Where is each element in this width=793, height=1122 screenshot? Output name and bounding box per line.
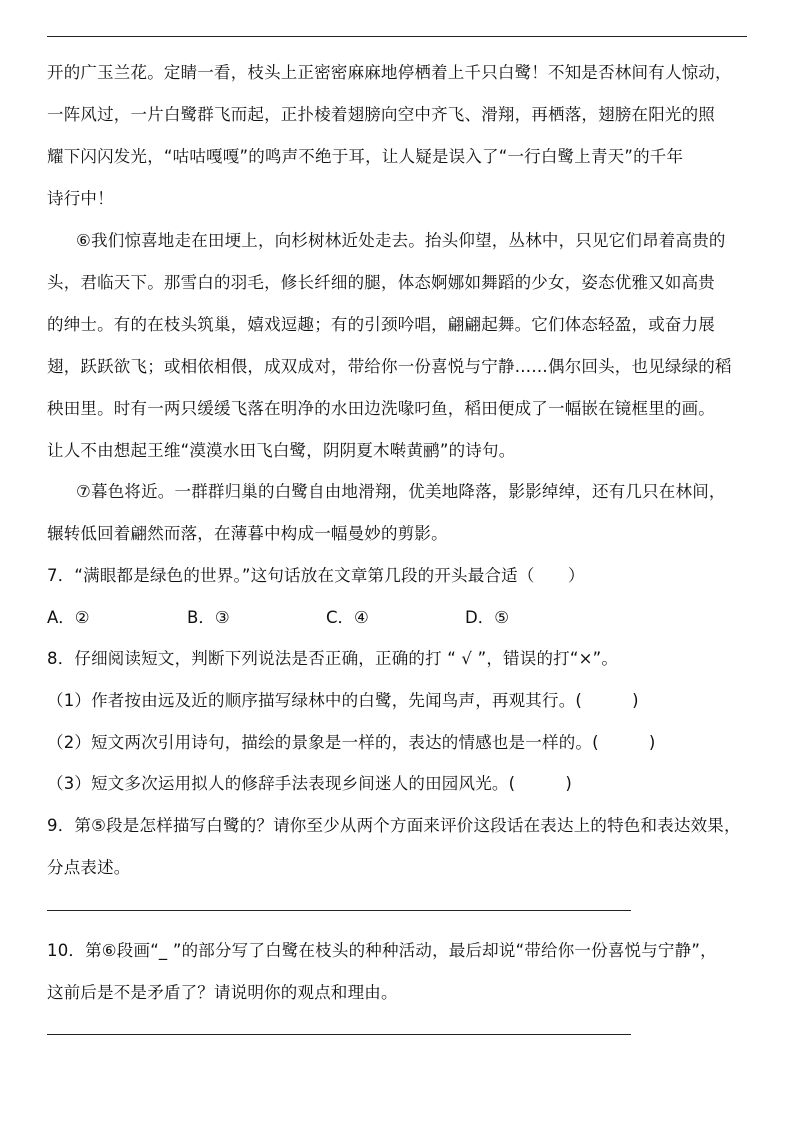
para6-line: 让人不由想起王维“漠漠水田飞白鹭，阴阴夏木啭黄鹂”的诗句。 (47, 441, 516, 460)
para5-line: 一阵风过，一片白鹭群飞而起，正扑棱着翅膀向空中齐飞、滑翔，再栖落，翅膀在阳光的照 (47, 105, 715, 124)
q7-option-d: D．⑤ (465, 608, 509, 627)
q8-item-2: （2）短文两次引用诗句，描绘的景象是一样的，表达的情感也是一样的。( ) (47, 733, 656, 752)
question-7-text: 7．“满眼都是绿色的世界。”这句话放在文章第几段的开头最合适（ ） (47, 566, 585, 585)
para5-line: 诗行中！ (47, 189, 114, 208)
header-rule (47, 36, 747, 37)
para5-line: 耀下闪闪发光，“咕咕嘎嘎”的鸣声不绝于耳，让人疑是误入了“一行白鹭上青天”的千年 (47, 147, 684, 166)
question-8-text: 8．仔细阅读短文，判断下列说法是否正确，正确的打 “ √ ”，错误的打“×”。 (47, 649, 619, 668)
question-10-line: 这前后是不是矛盾了？请说明你的观点和理由。 (47, 983, 398, 1002)
q7-option-b: B．③ (187, 608, 230, 627)
para7-line: ⑦暮色将近。一群群归巢的白鹭自由地滑翔，优美地降落，影影绰绰，还有几只在林间， (76, 482, 726, 501)
question-10-line: 10．第⑥段画“_ ”的部分写了白鹭在枝头的种种活动，最后却说“带给你一份喜悦与宁静”， (47, 941, 717, 960)
q7-option-c: C．④ (326, 608, 369, 627)
para6-line: 秧田里。时有一两只缓缓飞落在明净的水田边洗喙叼鱼，稻田便成了一幅嵌在镜框里的画。 (47, 399, 715, 418)
q8-item-1: （1）作者按由远及近的顺序描写绿林中的白鹭，先闻鸟声，再观其行。( ) (47, 691, 639, 710)
para6-line: 的绅士。有的在枝头筑巢，嬉戏逗趣；有的引颈吟唱，翩翩起舞。它们体态轻盈，或奋力展 (47, 315, 715, 334)
q9-answer-line[interactable] (47, 910, 631, 911)
q8-item-3: （3）短文多次运用拟人的修辞手法表现乡间迷人的田园风光。( ) (47, 774, 572, 793)
para6-line: 头，君临天下。那雪白的羽毛，修长纤细的腿，体态婀娜如舞蹈的少女，姿态优雅又如高贵 (47, 273, 715, 292)
question-9-line: 分点表述。 (47, 858, 131, 877)
q10-answer-line[interactable] (47, 1034, 631, 1035)
para7-line: 辗转低回着翩然而落，在薄暮中构成一幅曼妙的剪影。 (47, 524, 448, 543)
para6-line: ⑥我们惊喜地走在田埂上，向杉树林近处走去。抬头仰望，丛林中，只见它们昂着高贵的 (76, 231, 726, 250)
question-9-line: 9．第⑤段是怎样描写白鹭的？请你至少从两个方面来评价这段话在表达上的特色和表达效果， (47, 816, 741, 835)
q7-option-a: A．② (47, 608, 90, 627)
para5-line: 开的广玉兰花。定睛一看，枝头上正密密麻麻地停栖着上千只白鹭！不知是否林间有人惊动， (47, 63, 732, 82)
para6-line: 翅，跃跃欲飞；或相依相偎，成双成对，带给你一份喜悦与宁静……偶尔回头，也见绿绿的稻 (47, 357, 732, 376)
